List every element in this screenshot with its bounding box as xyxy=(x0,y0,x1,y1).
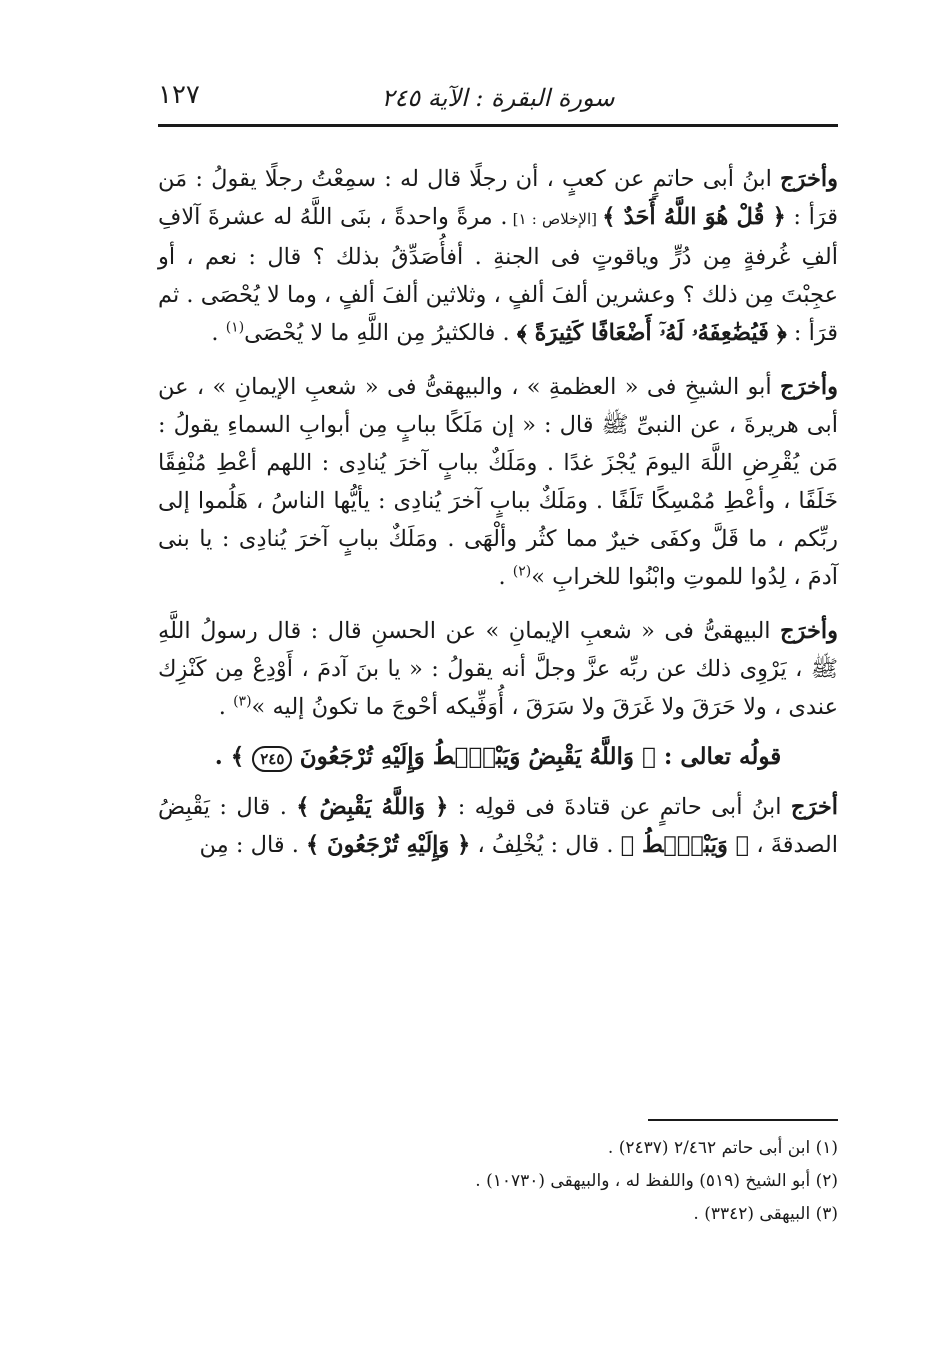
paragraph-text: ابنُ أبى حاتمٍ عن قتادةَ فى قولِه : xyxy=(448,794,791,820)
paragraph-lead: وأخرَج xyxy=(780,374,838,400)
paragraph-text: ابنُ أبى حاتمٍ عن كعبٍ ، أن رجلًا قال له : سمِعْتُ رجلًا يقولُ : مَن قرَأ : xyxy=(158,166,838,230)
paragraph-end: . xyxy=(498,564,513,590)
footnote-marker: (٢) xyxy=(512,563,532,580)
quran-quote: ﴿ وَاللَّهُ يَقْبِضُ ﴾ xyxy=(296,794,449,820)
footnote-rule xyxy=(648,1119,838,1121)
quran-quote: ﴿ فَيُضَٰعِفَهُۥ لَهُۥٓ أَضْعَافًا كَثِيرَةً ﴾ xyxy=(516,320,787,346)
ayah-number-medallion: ٢٤٥ xyxy=(252,746,292,772)
paragraph-lead: وأخرَج xyxy=(780,166,838,192)
surah-reference: [الإخلاص : ١] xyxy=(507,210,603,228)
footnote-marker: (١) xyxy=(225,319,245,336)
footnote-marker: (٣) xyxy=(233,693,252,710)
paragraph-end: . xyxy=(211,320,226,346)
running-header xyxy=(158,78,838,122)
paragraph-hasan xyxy=(158,612,838,726)
page-number: ١٢٧ xyxy=(158,80,200,110)
paragraph-qatada xyxy=(158,788,838,864)
quran-quote: ﴿ وَاللَّهُ يَقْبِضُ وَيَبْصُۜطُ وَإِلَيْهِ تُرْجَعُونَ xyxy=(299,743,656,770)
footnote-1: (١) ابن أبى حاتم ٢/٤٦٢ (٢٤٣٧) . xyxy=(607,1138,838,1158)
paragraph-text: . قال : مِن xyxy=(199,832,307,858)
paragraph-text: . مرةً واحدةً ، بنَى اللَّهُ له عشرةَ آلافِ ألفِ غُرفةٍ مِن دُرٍّ وياقوتٍ فى الجنةِ . أفأُصَدِّقُ بذلك ؟ قال : نعم ، أو عجِبْتَ مِن ذلك ؟ وعشرين ألفَ ألفٍ ، وثلاثين ألفَ ألفٍ ، وما لا يُحْصَى . ثم قرَأ : xyxy=(158,204,838,346)
verse-heading xyxy=(158,738,838,776)
footnote-2: (٢) أبو الشيخ (٥١٩) واللفظ له ، والبيهقى (١٠٧٣٠) . xyxy=(475,1171,838,1191)
paragraph-text: . فالكثيرُ مِن اللَّهِ ما لا يُحْصَى xyxy=(244,320,517,346)
paragraph-end: . xyxy=(218,694,234,720)
quran-quote: ﴿ وَإِلَيْهِ تُرْجَعُونَ ﴾ xyxy=(306,832,471,858)
footnotes xyxy=(158,1132,838,1231)
quran-quote: ﴿ قُلْ هُوَ اللَّهُ أَحَدٌ ﴾ xyxy=(602,204,786,230)
footnote-3: (٣) البيهقى (٣٣٤٢) . xyxy=(693,1204,838,1224)
paragraph-text: البيهقىُّ فى « شعبِ الإيمانِ » عن الحسنِ قال : قال رسولُ اللَّهِ ﷺ ، يَرْوِى ذلك عن ربِّه عزَّ وجلَّ أنه يقولُ : « يا بنَ آدمَ ، أَوْدِعْ مِن كَنْزِك عندى ، ولا حَرَقَ ولا غَرَقَ ولا سَرَقَ ، أُوَفِّيكه أحْوجَ ما تكونُ إليه » xyxy=(158,618,838,720)
main-text xyxy=(158,160,838,876)
quran-close: ﴾ . xyxy=(214,743,253,770)
paragraph-lead: أخرَج xyxy=(790,794,838,820)
surah-verse-title: سورة البقرة : الآية ٢٤٥ xyxy=(381,84,615,112)
verse-heading-label: قولُه تعالى : xyxy=(655,743,782,770)
quran-quote: ﴿ وَيَبْصُۜطُ ﴾ xyxy=(620,832,750,858)
paragraph-text: . قال : يَقْبِضُ الصدقةَ ، xyxy=(158,794,838,858)
paragraph-lead: وأخرَج xyxy=(780,618,838,644)
paragraph-text: . قال : يُخْلِفُ ، xyxy=(470,832,621,858)
paragraph-abu-huraira xyxy=(158,368,838,596)
header-rule xyxy=(158,124,838,127)
paragraph-kaab xyxy=(158,160,838,352)
paragraph-text: أبو الشيخِ فى « العظمةِ » ، والبيهقىُّ فى « شعبِ الإيمانِ » ، عن أبى هريرةَ ، عن النبىِّ ﷺ قال : « إن مَلَكًا ببابٍ مِن أبوابِ السماءِ يقولُ : مَن يُقْرِضِ اللَّهَ اليومَ يُجْزَ غدًا . ومَلَكٌ ببابٍ آخرَ يُنادِى : اللهم أعْطِ مُنْفِقًا خَلَفًا ، وأعْطِ مُمْسِكًا تَلَفًا . ومَلَكٌ ببابٍ آخرَ يُنادِى : يأيُّها الناسُ ، هَلُموا إلى ربِّكم ، ما قَلَّ وكفَى خيرٌ مما كثُر وألْهَى . ومَلَكٌ ببابٍ آخرَ يُنادِى : يا بنى آدمَ ، لِدُوا للموتِ وابْنُوا للخرابِ » xyxy=(158,374,838,590)
